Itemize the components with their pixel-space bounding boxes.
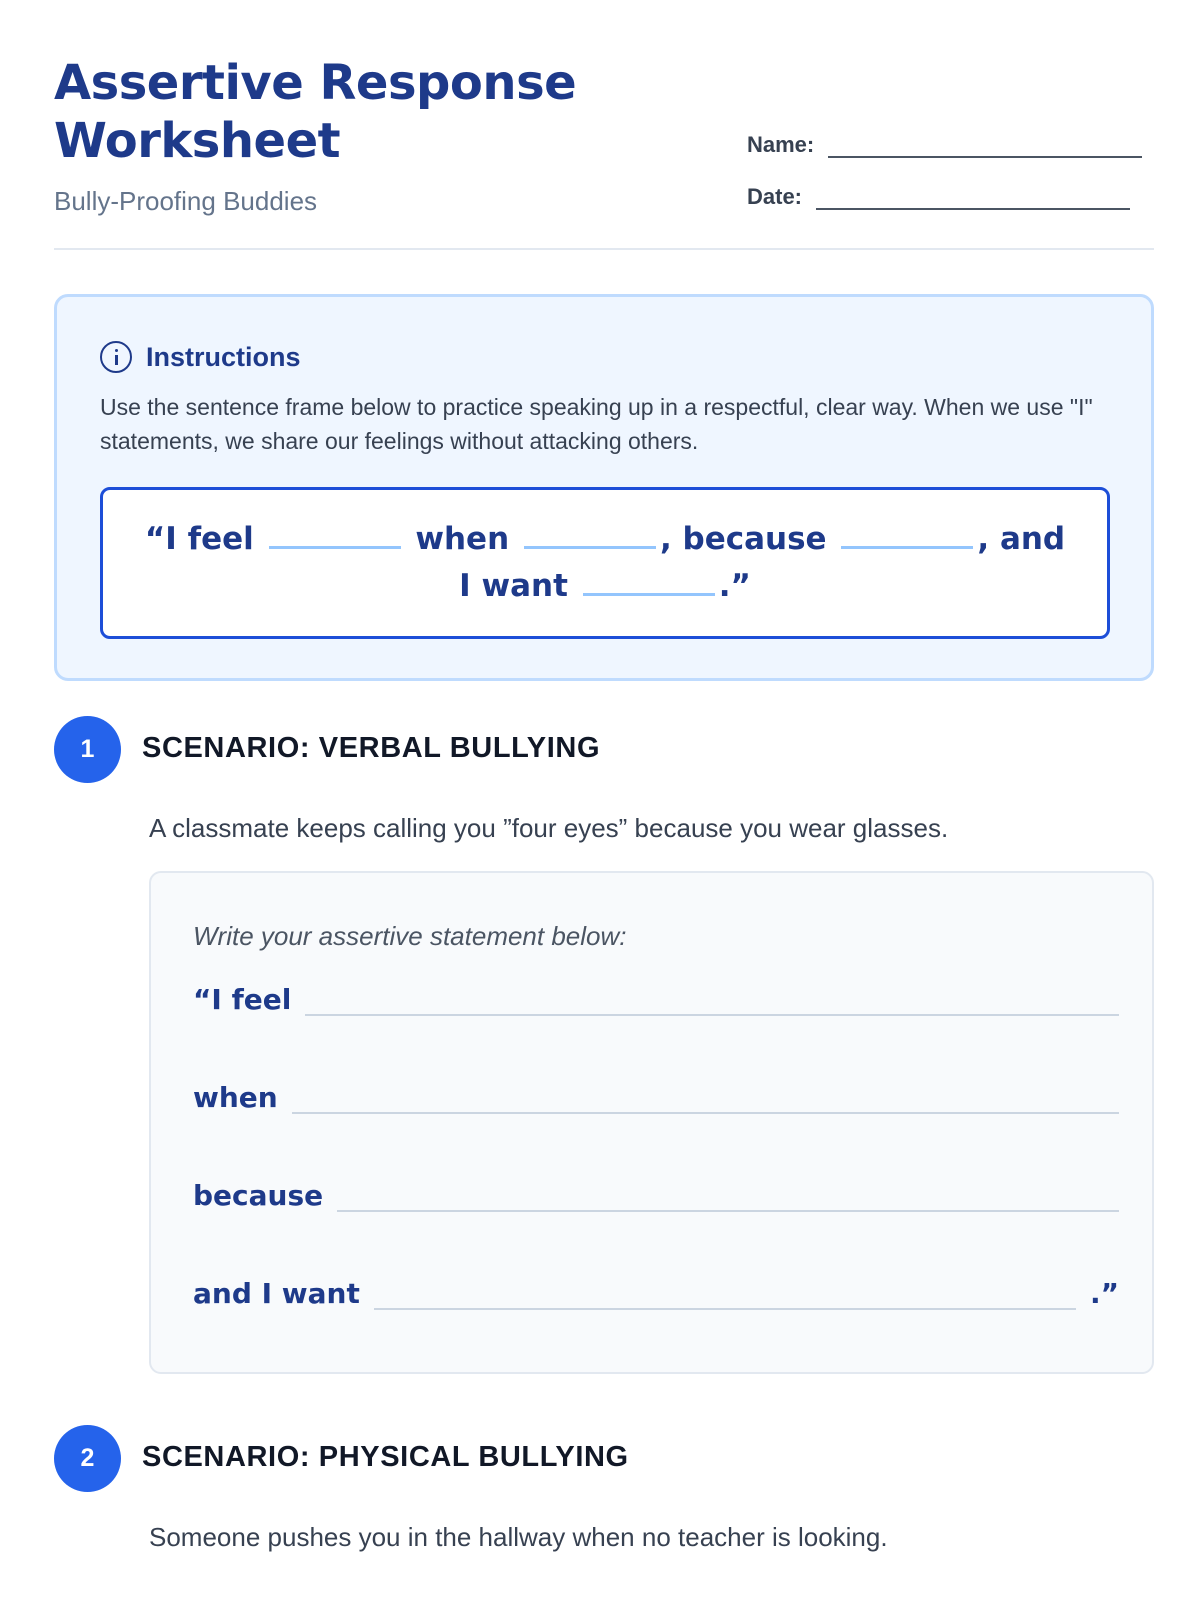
- frame-part-5: .”: [718, 568, 751, 604]
- scenario-1: [54, 716, 1154, 1376]
- answer-label: when: [193, 1081, 278, 1114]
- answer-line-want[interactable]: [374, 1286, 1076, 1310]
- instructions-text: Use the sentence frame below to practice speaking up in a respectful, clear way. When we use "I" statements, we share our feelings without attacking others.: [100, 394, 1093, 454]
- date-row: [747, 184, 1130, 210]
- instructions-box: [54, 294, 1154, 681]
- frame-blank: [841, 525, 973, 549]
- frame-blank: [269, 525, 401, 549]
- answer-label: and I want: [193, 1277, 360, 1310]
- name-field[interactable]: [828, 132, 1142, 158]
- answer-prompt: Write your assertive statement below:: [193, 921, 627, 951]
- answer-row-when: [193, 1081, 1119, 1114]
- sentence-frame: [100, 487, 1110, 639]
- frame-blank: [524, 525, 656, 549]
- scenario-number-badge: 1: [54, 716, 121, 783]
- page-title: Assertive Response Worksheet: [54, 55, 577, 169]
- frame-blank: [583, 572, 715, 596]
- answer-line-because[interactable]: [337, 1188, 1119, 1212]
- answer-end-quote: .”: [1089, 1277, 1119, 1310]
- frame-part-3: , because: [659, 521, 827, 557]
- answer-row-feel: [193, 983, 1119, 1016]
- scenario-title: SCENARIO: PHYSICAL BULLYING: [142, 1441, 629, 1473]
- page-subtitle: Bully-Proofing Buddies: [54, 186, 318, 216]
- scenario-number-badge: 2: [54, 1425, 121, 1492]
- instructions-title: Instructions: [146, 341, 301, 372]
- answer-line-feel[interactable]: [305, 992, 1119, 1016]
- scenario-description: A classmate keeps calling you ”four eyes” because you wear glasses.: [149, 813, 949, 843]
- frame-part-2: when: [415, 521, 510, 557]
- scenario-2: [54, 1425, 1154, 1595]
- date-label: Date:: [747, 184, 803, 209]
- frame-part-4: , and I want: [459, 521, 1066, 604]
- instructions-heading: [100, 341, 301, 373]
- answer-label: “I feel: [193, 983, 292, 1016]
- scenario-description: Someone pushes you in the hallway when no teacher is looking.: [149, 1522, 888, 1552]
- date-field[interactable]: [816, 184, 1130, 210]
- scenario-title: SCENARIO: VERBAL BULLYING: [142, 732, 601, 764]
- name-label: Name:: [747, 132, 815, 157]
- answer-row-want: [193, 1277, 1119, 1310]
- name-row: [747, 132, 1142, 158]
- answer-line-when[interactable]: [292, 1090, 1119, 1114]
- sentence-frame-text: [137, 516, 1073, 610]
- worksheet-header: [54, 54, 1154, 250]
- frame-part-1: “I feel: [144, 521, 254, 557]
- info-icon: [100, 341, 132, 373]
- answer-row-because: [193, 1179, 1119, 1212]
- answer-label: because: [193, 1179, 324, 1212]
- answer-box: [149, 871, 1154, 1374]
